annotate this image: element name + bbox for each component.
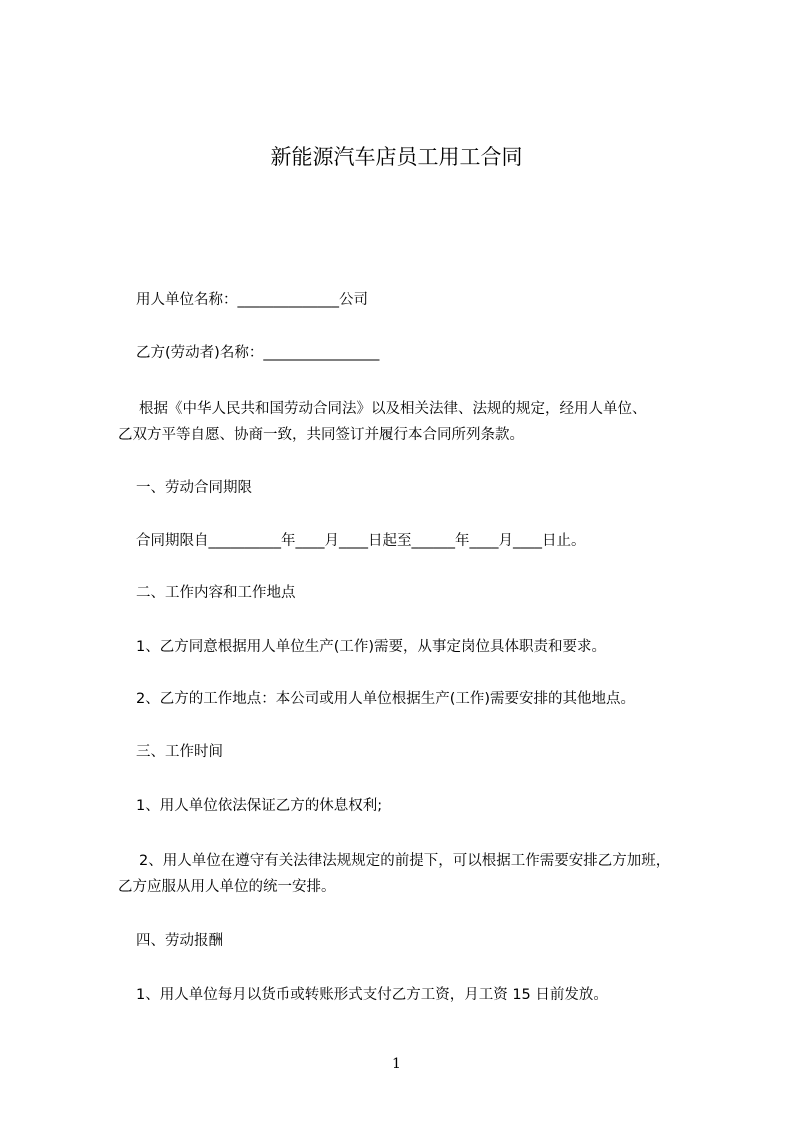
section-3-item-2-line-1: 2、用人单位在遵守有关法律法规规定的前提下，可以根据工作需要安排乙方加班，: [139, 853, 671, 869]
page-number: 1: [392, 1056, 401, 1072]
section-3-item-1: 1、用人单位依法保证乙方的休息权利;: [136, 798, 383, 814]
section-4-heading: 四、劳动报酬: [136, 933, 223, 949]
section-3-item-2-line-2: 乙方应服从用人单位的统一安排。: [118, 879, 336, 895]
preamble-line-2: 乙双方平等自愿、协商一致，共同签订并履行本合同所列条款。: [118, 427, 524, 443]
section-2-heading: 二、工作内容和工作地点: [136, 585, 296, 601]
employee-name-line: 乙方(劳动者)名称：________________: [136, 345, 380, 361]
section-2-item-2: 2、乙方的工作地点：本公司或用人单位根据生产(工作)需要安排的其他地点。: [136, 691, 636, 707]
section-4-item-1: 1、用人单位每月以货币或转账形式支付乙方工资，月工资 15 日前发放。: [136, 987, 608, 1003]
section-1-contract-term: 合同期限自__________年____月____日起至______年____月____日止。: [136, 533, 586, 549]
section-1-heading: 一、劳动合同期限: [136, 480, 252, 496]
section-3-heading: 三、工作时间: [136, 744, 223, 760]
section-2-item-1: 1、乙方同意根据用人单位生产(工作)需要，从事定岗位具体职责和要求。: [136, 639, 607, 655]
preamble-line-1: 根据《中华人民共和国劳动合同法》以及相关法律、法规的规定，经用人单位、: [139, 401, 647, 417]
document-title: 新能源汽车店员工用工合同: [270, 145, 523, 169]
employer-name-line: 用人单位名称：______________公司: [136, 292, 368, 308]
